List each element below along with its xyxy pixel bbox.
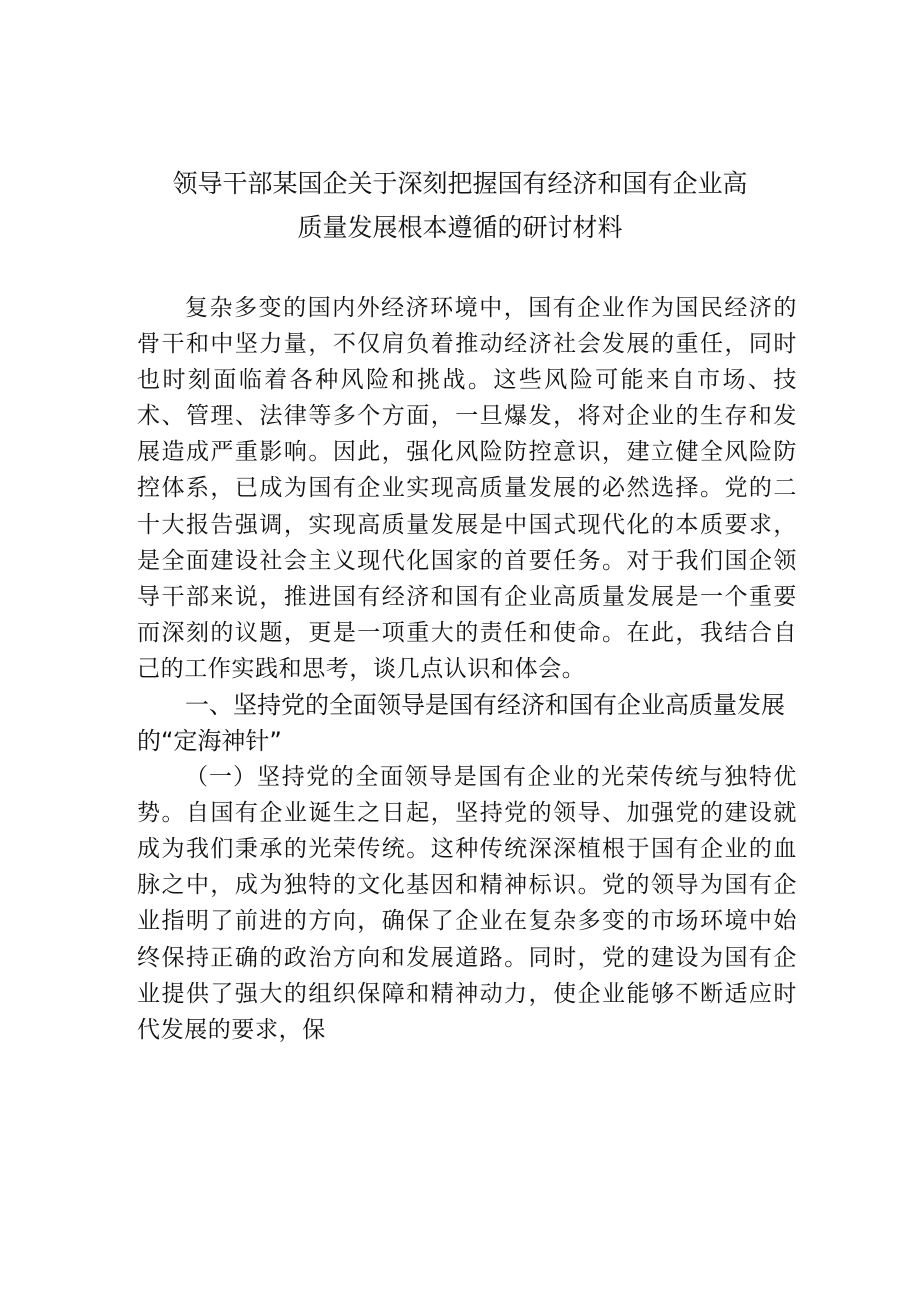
subsection-body: 自国有企业诞生之日起，坚持党的领导、加强党的建设就成为我们秉承的光荣传统。这种传统深深植根于国有企业的血脉之中，成为独特的文化基因和精神标识。党的领导为国有企业指明了前进的方向，确保了企业在复杂多变的市场环境中始终保持正确的政治方向和发展道路。同时，党的建设为国有企业提供了强大的组织保障和精神动力，使企业能够不断适应时代发展的要求，保 <box>137 800 798 1043</box>
document-title-line-2: 质量发展根本遵循的研讨材料 <box>297 213 623 242</box>
section-heading-1: 一、坚持党的全面领导是国有经济和国有企业高质量发展的“定海神针” <box>137 691 785 756</box>
subsection-heading: 坚持党的全面领导是国有企业的光荣传统与独特优势。 <box>137 764 798 827</box>
document-title-line-1: 领导干部某国企关于深刻把握国有经济和国有企业高 <box>172 169 748 198</box>
document-body <box>137 290 797 1048</box>
intro-paragraph: 复杂多变的国内外经济环境中，国有企业作为国民经济的骨干和中坚力量，不仅肩负着推动经济社会发展的重任，同时也时刻面临着各种风险和挑战。这些风险可能来自市场、技术、管理、法律等多个方面，一旦爆发，将对企业的生存和发展造成严重影响。因此，强化风险防控意识，建立健全风险防控体系，已成为国有企业实现高质量发展的必然选择。党的二十大报告强调，实现高质量发展是中国式现代化的本质要求，是全面建设社会主义现代化国家的首要任务。对于我们国企领导干部来说，推进国有经济和国有企业高质量发展是一个重要而深刻的议题，更是一项重大的责任和使命。在此，我结合自己的工作实践和思考，谈几点认识和体会。 <box>137 295 797 682</box>
subsection-number: （一） <box>185 764 257 791</box>
subsection-paragraph-1 <box>137 759 797 1048</box>
